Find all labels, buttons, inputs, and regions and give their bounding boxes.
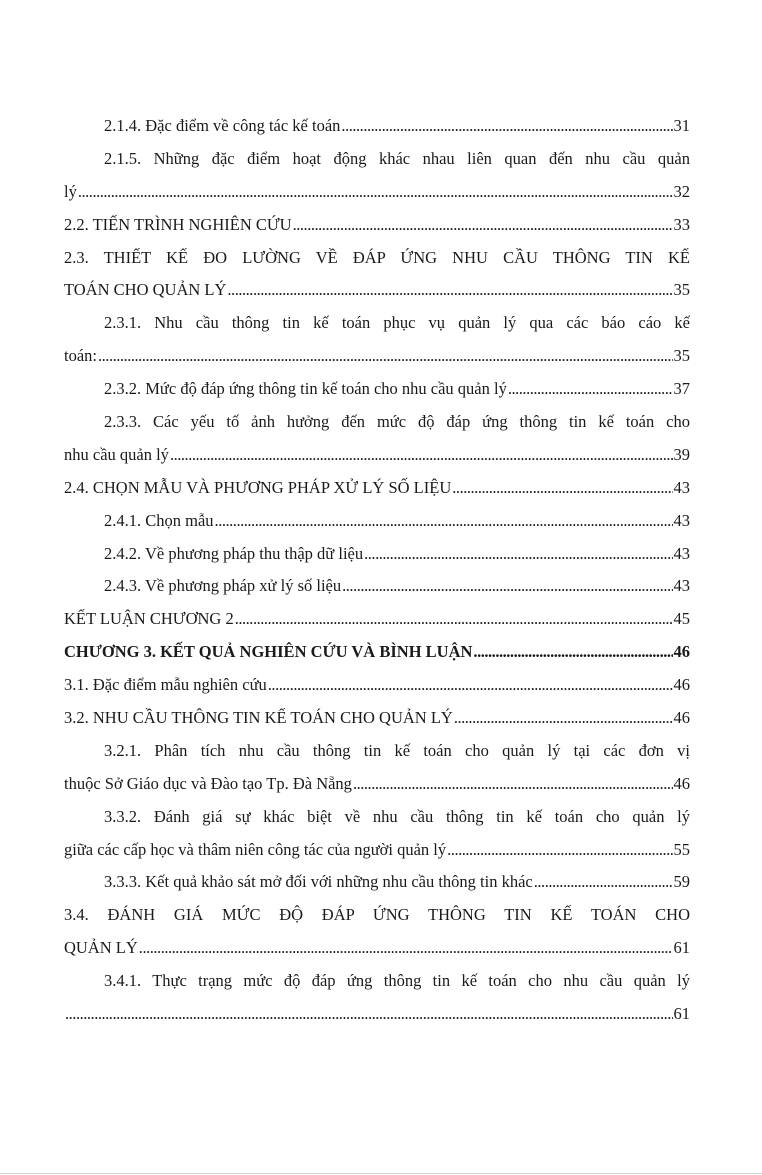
toc-entry-title: CHƯƠNG 3. KẾT QUẢ NGHIÊN CỨU VÀ BÌNH LUẬN (64, 642, 473, 662)
toc-entry-title: 2.1.4. Đặc điểm về công tác kế toán (104, 116, 341, 135)
toc-entry[interactable] (64, 735, 690, 801)
toc-entry-line: 2.3.3. Các yếu tố ảnh hưởng đến mức độ đáp ứng thông tin kế toán cho (104, 412, 690, 432)
toc-entry-line-final (64, 538, 690, 571)
toc-page-number: 55 (673, 839, 690, 859)
toc-entry-title: lý (64, 181, 77, 201)
toc-entry-line-final (64, 505, 690, 538)
toc-entry-title: 2.3.2. Mức độ đáp ứng thông tin kế toán cho nhu cầu quản lý (104, 379, 507, 399)
toc-page-number: 43 (673, 543, 690, 563)
toc-entry-line-final (64, 570, 690, 603)
toc-entry-title: 2.2. TIẾN TRÌNH NGHIÊN CỨU (64, 214, 292, 234)
dot-leader (268, 669, 673, 702)
dot-leader (342, 570, 672, 603)
toc-entry-line-final (64, 702, 690, 735)
dot-leader (452, 472, 672, 505)
toc-page-number: 46 (673, 675, 690, 695)
toc-entry-title: 2.4.2. Về phương pháp thu thập dữ liệu (104, 543, 364, 563)
page-bottom-rule (0, 1173, 762, 1174)
toc-entry[interactable] (64, 143, 690, 209)
dot-leader (65, 998, 673, 1031)
toc-entry[interactable] (64, 636, 690, 669)
toc-entry[interactable] (64, 570, 690, 603)
toc-entry-title: 2.4.1. Chọn mẫu (104, 510, 214, 530)
toc-entry-title: QUẢN LÝ (64, 938, 138, 958)
toc-page-number: 46 (673, 642, 690, 662)
toc-entry-title: toán: (64, 346, 97, 366)
toc-entry-title: 3.3.3. Kết quả khảo sát mở đối với những nhu cầu thông tin khác (104, 872, 533, 892)
toc-entry-line-final (64, 866, 690, 899)
dot-leader (508, 373, 673, 406)
toc-entry-title: nhu cầu quản lý (64, 444, 169, 464)
toc-entry-title: 2.4.3. Về phương pháp xử lý số liệu (104, 576, 342, 596)
toc-entry-line-final (64, 998, 690, 1031)
toc-entry-line-final (64, 472, 690, 505)
dot-leader (447, 834, 672, 867)
toc-entry[interactable] (64, 242, 690, 308)
toc-entry[interactable] (64, 603, 690, 636)
toc-entry-line-final (64, 932, 690, 965)
toc-entry[interactable] (64, 209, 690, 242)
toc-entry-line-final (64, 439, 690, 472)
toc-entry-title: KẾT LUẬN CHƯƠNG 2 (64, 609, 234, 629)
toc-entry-line: 3.3.2. Đánh giá sự khác biệt về nhu cầu thông tin kế toán cho quản lý (104, 806, 690, 826)
toc-entry-line-final (64, 603, 690, 636)
toc-entry[interactable] (64, 472, 690, 505)
toc-entry-title: 3.1. Đặc điểm mẫu nghiên cứu (64, 675, 267, 695)
toc-entry[interactable] (64, 307, 690, 373)
toc-entry-line-final (64, 373, 690, 406)
dot-leader (454, 702, 673, 735)
toc-entry[interactable] (64, 801, 690, 867)
toc-entry-line-final (64, 340, 690, 373)
toc-entry[interactable] (64, 702, 690, 735)
dot-leader (473, 636, 672, 669)
dot-leader (353, 768, 673, 801)
dot-leader (293, 209, 673, 242)
toc-entry-line-final (64, 834, 690, 867)
toc-entry[interactable] (64, 965, 690, 1031)
toc-page-number: 43 (673, 576, 690, 596)
toc-entry[interactable] (64, 669, 690, 702)
table-of-contents (64, 110, 690, 1031)
dot-leader (235, 603, 673, 636)
dot-leader (98, 340, 673, 373)
toc-entry[interactable] (64, 866, 690, 899)
toc-entry-title: 3.2. NHU CẦU THÔNG TIN KẾ TOÁN CHO QUẢN LÝ (64, 708, 453, 728)
toc-entry-title: TOÁN CHO QUẢN LÝ (64, 280, 227, 300)
dot-leader (215, 505, 673, 538)
toc-page-number: 61 (673, 1004, 690, 1024)
toc-page-number: 33 (673, 214, 690, 234)
dot-leader (364, 538, 672, 571)
toc-entry-line: 2.1.5. Những đặc điểm hoạt động khác nhau liên quan đến nhu cầu quản (104, 148, 690, 168)
toc-entry-line-final (64, 110, 690, 143)
dot-leader (170, 439, 673, 472)
dot-leader (139, 932, 673, 965)
toc-entry-line: 2.3.1. Nhu cầu thông tin kế toán phục vụ quản lý qua các báo cáo kế (104, 313, 690, 333)
toc-entry-line: 2.3. THIẾT KẾ ĐO LƯỜNG VỀ ĐÁP ỨNG NHU CẦU THÔNG TIN KẾ (64, 247, 690, 267)
toc-page-number: 39 (673, 444, 690, 464)
toc-page-number: 61 (673, 938, 690, 958)
toc-entry-line-final (64, 176, 690, 209)
toc-page-number: 32 (673, 181, 690, 201)
toc-page-number: 45 (673, 609, 690, 629)
toc-entry-title: thuộc Sở Giáo dục và Đào tạo Tp. Đà Nẵng (64, 773, 352, 793)
toc-page-number: 46 (673, 773, 690, 793)
toc-entry-line-final (64, 209, 690, 242)
toc-entry-line-final (64, 274, 690, 307)
dot-leader (227, 274, 672, 307)
toc-entry-line-final (64, 669, 690, 702)
toc-page-number: 46 (673, 708, 690, 728)
toc-page-number: 43 (673, 477, 690, 497)
toc-page-number: 31 (673, 116, 690, 135)
toc-page-number: 43 (673, 510, 690, 530)
dot-leader (78, 176, 673, 209)
toc-entry[interactable] (64, 110, 690, 143)
toc-entry-title: giữa các cấp học và thâm niên công tác của người quản lý (64, 839, 447, 859)
toc-page-number: 37 (673, 379, 690, 399)
toc-page-number: 59 (673, 872, 690, 892)
toc-page-number: 35 (673, 280, 690, 300)
toc-entry[interactable] (64, 505, 690, 538)
toc-entry[interactable] (64, 538, 690, 571)
toc-entry-line: 3.4. ĐÁNH GIÁ MỨC ĐỘ ĐÁP ỨNG THÔNG TIN KẾ TOÁN CHO (64, 905, 690, 925)
toc-entry[interactable] (64, 899, 690, 965)
toc-entry-line-final (64, 636, 690, 669)
dot-leader (534, 866, 673, 899)
dot-leader (341, 110, 672, 143)
toc-entry-title: 2.4. CHỌN MẪU VÀ PHƯƠNG PHÁP XỬ LÝ SỐ LIỆU (64, 477, 452, 497)
toc-entry-line-final (64, 768, 690, 801)
toc-entry-line: 3.4.1. Thực trạng mức độ đáp ứng thông tin kế toán cho nhu cầu quản lý (104, 971, 690, 991)
toc-entry[interactable] (64, 406, 690, 472)
toc-entry-line: 3.2.1. Phân tích nhu cầu thông tin kế toán cho quản lý tại các đơn vị (104, 740, 690, 760)
toc-entry[interactable] (64, 373, 690, 406)
toc-page-number: 35 (673, 346, 690, 366)
